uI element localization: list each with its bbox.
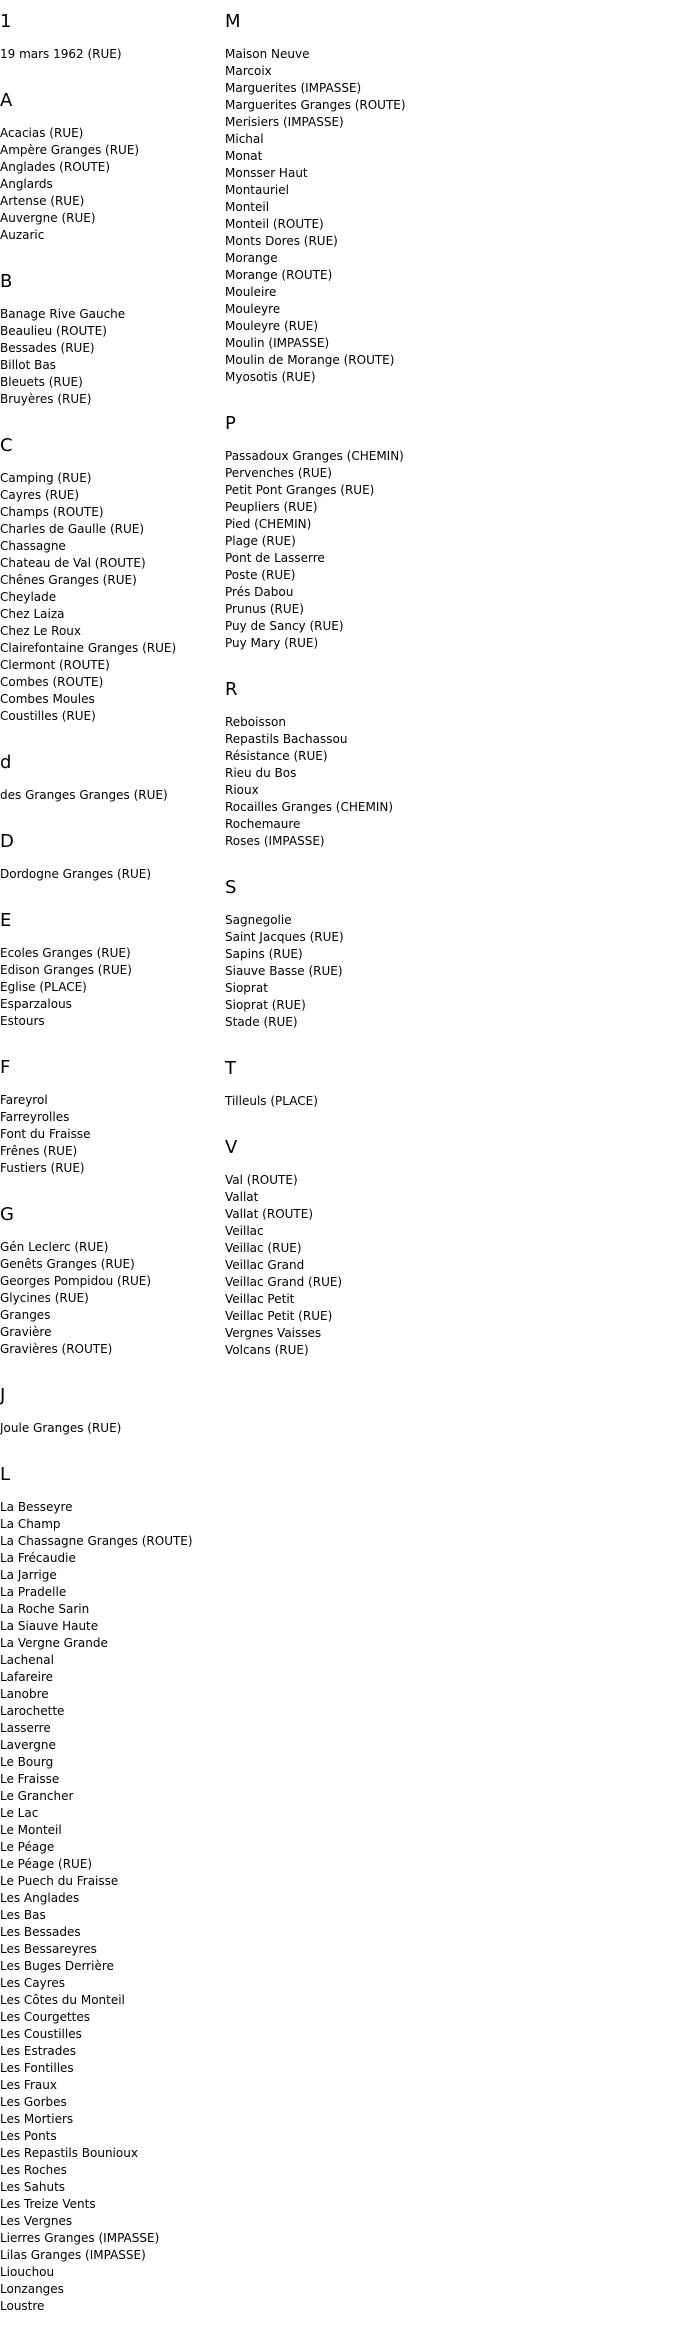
street-name: La Besseyre <box>0 1500 73 1514</box>
street-name: Lachenal <box>0 1653 54 1667</box>
section-letter-heading: A <box>0 90 13 111</box>
street-name: Monteil <box>225 200 270 214</box>
street-name: Le Puech du Fraisse <box>0 1874 119 1888</box>
section-letter-heading: L <box>0 1464 11 1485</box>
section-letter-heading: B <box>0 271 13 292</box>
street-name: Repastils Bachassou <box>225 732 348 746</box>
street-name: Chênes Granges (RUE) <box>0 573 137 587</box>
letter-section <box>0 1056 222 1177</box>
street-name: Anglades (ROUTE) <box>0 160 111 174</box>
section-letter-heading: M <box>225 11 241 32</box>
street-name: Vallat (ROUTE) <box>225 1207 314 1221</box>
street-name: Sioprat <box>225 981 268 995</box>
street-name: Chassagne <box>0 539 66 553</box>
section-letter-heading: S <box>225 877 237 898</box>
street-name: Cayres (RUE) <box>0 488 80 502</box>
street-name: Auzaric <box>0 228 45 242</box>
street-name: Le Monteil <box>0 1823 62 1837</box>
street-name: Mouleyre (RUE) <box>225 319 319 333</box>
street-list <box>0 787 222 804</box>
letter-section <box>0 89 222 244</box>
street-name: Puy Mary (RUE) <box>225 636 319 650</box>
street-name: Les Anglades <box>0 1891 80 1905</box>
street-name: Le Bourg <box>0 1755 54 1769</box>
letter-section <box>0 1463 222 2315</box>
street-name: Artense (RUE) <box>0 194 85 208</box>
street-name: Les Fontilles <box>0 2061 74 2075</box>
street-name: Roses (IMPASSE) <box>225 834 325 848</box>
street-list <box>0 1092 222 1177</box>
letter-section <box>225 876 525 1031</box>
street-name: Michal <box>225 132 264 146</box>
street-name: Moulin de Morange (ROUTE) <box>225 353 395 367</box>
street-list <box>0 470 222 725</box>
street-name: Granges <box>0 1308 51 1322</box>
street-name: Passadoux Granges (CHEMIN) <box>225 449 404 463</box>
street-name: Petit Pont Granges (RUE) <box>225 483 375 497</box>
street-name: Pied (CHEMIN) <box>225 517 312 531</box>
letter-section <box>0 434 222 725</box>
street-name: Clairefontaine Granges (RUE) <box>0 641 177 655</box>
section-letter-heading: F <box>0 1057 11 1078</box>
street-name: Rioux <box>225 783 259 797</box>
street-name: Le Péage <box>0 1840 55 1854</box>
street-name: Veillac Grand (RUE) <box>225 1275 343 1289</box>
street-name: Morange <box>225 251 278 265</box>
street-name: La Roche Sarin <box>0 1602 90 1616</box>
street-name: Veillac Petit (RUE) <box>225 1309 333 1323</box>
street-name: Lanobre <box>0 1687 49 1701</box>
street-name: Ampère Granges (RUE) <box>0 143 140 157</box>
street-name: Beaulieu (ROUTE) <box>0 324 107 338</box>
street-name: Rocailles Granges (CHEMIN) <box>225 800 394 814</box>
street-name: Larochette <box>0 1704 65 1718</box>
street-name: Prunus (RUE) <box>225 602 304 616</box>
street-name: Estours <box>0 1014 45 1028</box>
street-name: Glycines (RUE) <box>0 1291 89 1305</box>
street-name: La Champ <box>0 1517 61 1531</box>
street-name: Veillac (RUE) <box>225 1241 302 1255</box>
street-name: Fareyrol <box>0 1093 48 1107</box>
street-name: Le Péage (RUE) <box>0 1857 93 1871</box>
street-name: Cheylade <box>0 590 57 604</box>
street-name: La Chassagne Granges (ROUTE) <box>0 1534 193 1548</box>
street-name: Marguerites Granges (ROUTE) <box>225 98 406 112</box>
street-name: Les Mortiers <box>0 2112 74 2126</box>
section-letter-heading: J <box>0 1385 6 1406</box>
street-name: Font du Fraisse <box>0 1127 91 1141</box>
street-name: Lonzanges <box>0 2282 64 2296</box>
street-name: Morange (ROUTE) <box>225 268 333 282</box>
letter-section <box>225 1057 525 1110</box>
street-name: Sagnegolie <box>225 913 292 927</box>
street-name: Les Cayres <box>0 1976 66 1990</box>
street-name: Montauriel <box>225 183 289 197</box>
street-name: Les Bessades <box>0 1925 81 1939</box>
section-letter-heading: V <box>225 1137 238 1158</box>
street-name: Edison Granges (RUE) <box>0 963 132 977</box>
street-name: Plage (RUE) <box>225 534 296 548</box>
street-name: Veillac Petit <box>225 1292 295 1306</box>
street-name: La Jarrige <box>0 1568 57 1582</box>
street-name: Acacias (RUE) <box>0 126 84 140</box>
letter-section <box>225 10 525 386</box>
section-letter-heading: P <box>225 413 236 434</box>
street-name: Farreyrolles <box>0 1110 70 1124</box>
street-name: Chez Laiza <box>0 607 65 621</box>
street-name: Combes Moules <box>0 692 95 706</box>
street-name: Les Treize Vents <box>0 2197 96 2211</box>
letter-section <box>0 1384 222 1437</box>
street-list <box>225 714 525 850</box>
street-name: Moulin (IMPASSE) <box>225 336 330 350</box>
street-name: des Granges Granges (RUE) <box>0 788 168 802</box>
street-name: Bessades (RUE) <box>0 341 95 355</box>
letter-section <box>0 830 222 883</box>
street-name: Rieu du Bos <box>225 766 297 780</box>
section-letter-heading: G <box>0 1204 14 1225</box>
street-name: Bleuets (RUE) <box>0 375 83 389</box>
street-name: Résistance (RUE) <box>225 749 328 763</box>
street-name: Esparzalous <box>0 997 72 1011</box>
street-name: Clermont (ROUTE) <box>0 658 110 672</box>
street-name: Maison Neuve <box>225 47 310 61</box>
street-name: Volcans (RUE) <box>225 1343 309 1357</box>
street-name: Stade (RUE) <box>225 1015 298 1029</box>
street-name: Lierres Granges (IMPASSE) <box>0 2231 160 2245</box>
street-name: Puy de Sancy (RUE) <box>225 619 344 633</box>
street-name: Le Lac <box>0 1806 39 1820</box>
street-name: Banage Rive Gauche <box>0 307 126 321</box>
street-name: Les Ponts <box>0 2129 57 2143</box>
letter-section <box>0 10 222 63</box>
street-name: Merisiers (IMPASSE) <box>225 115 344 129</box>
street-name: Lafareire <box>0 1670 54 1684</box>
street-name: Dordogne Granges (RUE) <box>0 867 152 881</box>
letter-section <box>225 678 525 850</box>
street-list <box>0 1239 222 1358</box>
street-name: Les Vergnes <box>0 2214 73 2228</box>
street-name: Monat <box>225 149 263 163</box>
street-name: Champs (ROUTE) <box>0 505 104 519</box>
street-name: Charles de Gaulle (RUE) <box>0 522 145 536</box>
street-name: Les Roches <box>0 2163 67 2177</box>
street-name: Veillac Grand <box>225 1258 305 1272</box>
street-name: Anglards <box>0 177 53 191</box>
street-name: Les Repastils Bounioux <box>0 2146 138 2160</box>
street-list <box>0 306 222 408</box>
letter-section <box>225 412 525 652</box>
street-name: Gravière <box>0 1325 52 1339</box>
letter-section <box>0 909 222 1030</box>
street-name: Liouchou <box>0 2265 55 2279</box>
street-name: Lasserre <box>0 1721 51 1735</box>
street-name: Saint Jacques (RUE) <box>225 930 344 944</box>
street-name: Le Fraisse <box>0 1772 60 1786</box>
street-name: Les Estrades <box>0 2044 77 2058</box>
letter-section <box>0 1203 222 1358</box>
street-name: Chez Le Roux <box>0 624 81 638</box>
street-name: Auvergne (RUE) <box>0 211 96 225</box>
street-name: Vallat <box>225 1190 259 1204</box>
section-letter-heading: T <box>225 1058 236 1079</box>
street-name: La Frécaudie <box>0 1551 76 1565</box>
section-letter-heading: R <box>225 679 238 700</box>
street-name: Siauve Basse (RUE) <box>225 964 343 978</box>
street-name: Monts Dores (RUE) <box>225 234 338 248</box>
street-name: Veillac <box>225 1224 264 1238</box>
street-name: Loustre <box>0 2299 45 2313</box>
street-name: Lilas Granges (IMPASSE) <box>0 2248 146 2262</box>
street-name: Georges Pompidou (RUE) <box>0 1274 152 1288</box>
street-name: 19 mars 1962 (RUE) <box>0 47 122 61</box>
street-name: Genêts Granges (RUE) <box>0 1257 135 1271</box>
street-name: Peupliers (RUE) <box>225 500 318 514</box>
street-list <box>0 1420 222 1437</box>
street-name: Sioprat (RUE) <box>225 998 306 1012</box>
street-name: Prés Dabou <box>225 585 294 599</box>
street-name: Joule Granges (RUE) <box>0 1421 122 1435</box>
street-name: Bruyères (RUE) <box>0 392 92 406</box>
street-name: Sapins (RUE) <box>225 947 303 961</box>
street-name: Vergnes Vaisses <box>225 1326 322 1340</box>
street-name: Les Courgettes <box>0 2010 91 2024</box>
street-name: Combes (ROUTE) <box>0 675 104 689</box>
street-name: Tilleuls (PLACE) <box>225 1094 318 1108</box>
street-name: Lavergne <box>0 1738 56 1752</box>
street-name: Les Buges Derrière <box>0 1959 114 1973</box>
street-name: Rochemaure <box>225 817 301 831</box>
street-name: Ecoles Granges (RUE) <box>0 946 131 960</box>
street-name: Les Côtes du Monteil <box>0 1993 125 2007</box>
letter-section <box>0 270 222 408</box>
street-name: Pont de Lasserre <box>225 551 325 565</box>
street-list <box>225 1172 525 1359</box>
street-name: Marcoix <box>225 64 272 78</box>
street-list <box>0 1499 222 2315</box>
section-letter-heading: d <box>0 752 12 773</box>
street-name: Les Bessareyres <box>0 1942 97 1956</box>
street-name: Chateau de Val (ROUTE) <box>0 556 146 570</box>
street-name: Fustiers (RUE) <box>0 1161 85 1175</box>
section-letter-heading: E <box>0 910 12 931</box>
street-index-left-column <box>0 10 222 2341</box>
street-name: Les Bas <box>0 1908 46 1922</box>
street-list <box>0 46 222 63</box>
section-letter-heading: 1 <box>0 11 12 32</box>
street-list <box>225 46 525 386</box>
section-letter-heading: C <box>0 435 13 456</box>
street-name: Mouleyre <box>225 302 281 316</box>
street-name: Le Grancher <box>0 1789 74 1803</box>
street-name: Frênes (RUE) <box>0 1144 78 1158</box>
street-name: Gravières (ROUTE) <box>0 1342 113 1356</box>
street-name: Camping (RUE) <box>0 471 92 485</box>
street-name: Reboisson <box>225 715 286 729</box>
street-name: Pervenches (RUE) <box>225 466 332 480</box>
street-index-right-column <box>225 10 525 1385</box>
street-name: Poste (RUE) <box>225 568 296 582</box>
street-name: Myosotis (RUE) <box>225 370 316 384</box>
street-name: Les Coustilles <box>0 2027 82 2041</box>
street-name: Mouleire <box>225 285 277 299</box>
street-name: Monsser Haut <box>225 166 308 180</box>
street-name: Coustilles (RUE) <box>0 709 96 723</box>
street-name: Eglise (PLACE) <box>0 980 87 994</box>
street-name: Gén Leclerc (RUE) <box>0 1240 109 1254</box>
street-name: Monteil (ROUTE) <box>225 217 324 231</box>
street-list <box>0 945 222 1030</box>
street-name: Les Sahuts <box>0 2180 66 2194</box>
section-letter-heading: D <box>0 831 14 852</box>
street-list <box>225 448 525 652</box>
street-list <box>0 866 222 883</box>
street-name: La Siauve Haute <box>0 1619 99 1633</box>
street-list <box>225 1093 525 1110</box>
street-list <box>0 125 222 244</box>
street-name: Marguerites (IMPASSE) <box>225 81 362 95</box>
letter-section <box>0 751 222 804</box>
street-name: Billot Bas <box>0 358 56 372</box>
street-name: Les Fraux <box>0 2078 57 2092</box>
street-name: Val (ROUTE) <box>225 1173 298 1187</box>
letter-section <box>225 1136 525 1359</box>
street-name: La Vergne Grande <box>0 1636 108 1650</box>
street-list <box>225 912 525 1031</box>
street-name: Les Gorbes <box>0 2095 67 2109</box>
street-name: La Pradelle <box>0 1585 67 1599</box>
